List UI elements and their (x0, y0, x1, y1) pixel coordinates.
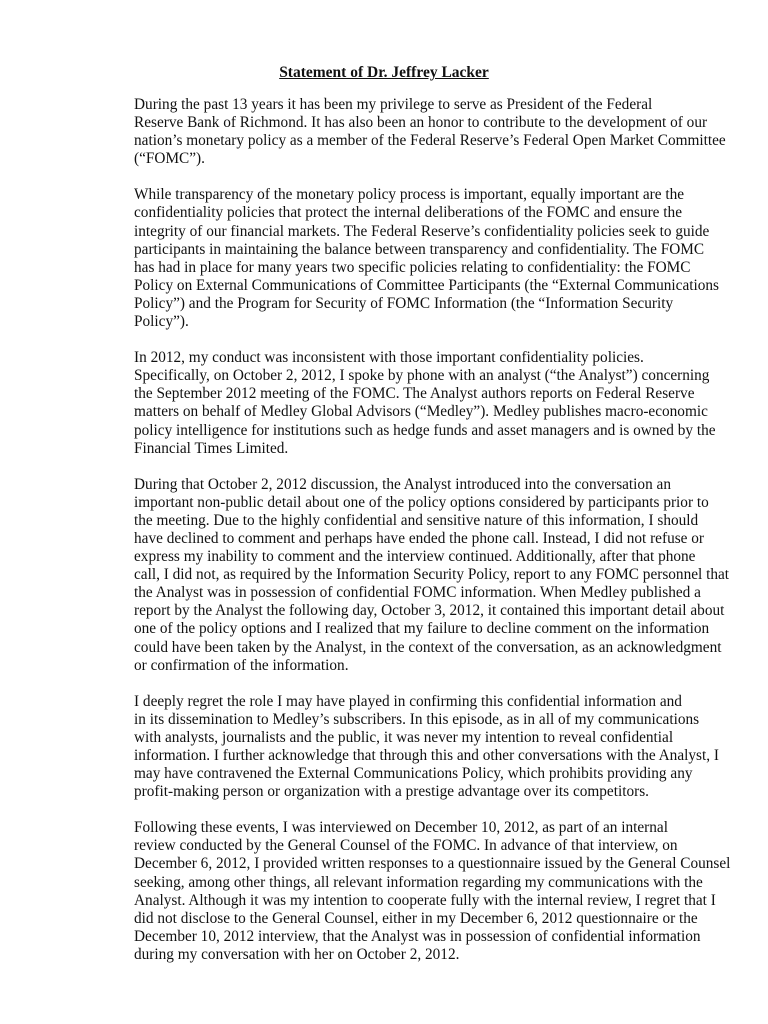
text-line: In 2012, my conduct was inconsistent with those important confidentiality policies. (134, 349, 644, 367)
text-line: I deeply regret the role I may have played in confirming this confidential information and (134, 692, 682, 710)
text-line: Specifically, on October 2, 2012, I spoke by phone with an analyst (“the Analyst”) concerning (134, 367, 710, 385)
text-line: seeking, among other things, all relevant information regarding my communications with the (134, 873, 703, 891)
text-line: matters on behalf of Medley Global Advisors (“Medley”). Medley publishes macro-economic (134, 403, 708, 421)
text-line: Reserve Bank of Richmond. It has also been an honor to contribute to the development of our (134, 114, 708, 132)
text-line: in its dissemination to Medley’s subscribers. In this episode, as in all of my communications (134, 710, 700, 728)
text-line: could have been taken by the Analyst, in the context of the conversation, as an acknowledgment (134, 638, 722, 656)
text-line: review conducted by the General Counsel of the FOMC. In advance of that interview, on (134, 837, 678, 855)
text-line: express my inability to comment and the interview continued. Additionally, after that phone (134, 548, 696, 566)
text-line: report by the Analyst the following day, October 3, 2012, it contained this important detail about (134, 602, 725, 620)
text-line: with analysts, journalists and the public, it was never my intention to reveal confidential (134, 728, 674, 746)
text-line: important non-public detail about one of the policy options considered by participants prior to (134, 493, 709, 511)
text-line: did not disclose to the General Counsel, either in my December 6, 2012 questionnaire or the (134, 909, 698, 927)
paragraph-4 (90, 475, 730, 675)
text-line: the September 2012 meeting of the FOMC. The Analyst authors reports on Federal Reserve (134, 385, 695, 403)
text-line: nation’s monetary policy as a member of the Federal Reserve’s Federal Open Market Committee (134, 132, 726, 150)
text-line: profit-making person or organization with a prestige advantage over its competitors. (134, 783, 649, 801)
text-line: information. I further acknowledge that through this and other conversations with the Analyst, I (134, 747, 719, 764)
text-line: Analyst. Although it was my intention to cooperate fully with the internal review, I regret that I (134, 891, 716, 909)
text-line: December 6, 2012, I provided written responses to a questionnaire issued by the General Counsel (134, 855, 731, 873)
text-line: Policy on External Communications of Committee Participants (the “External Communications (134, 276, 719, 294)
text-line: During that October 2, 2012 discussion, the Analyst introduced into the conversation an (134, 475, 671, 493)
text-line: policy intelligence for institutions such as hedge funds and asset managers and is owned by the (134, 421, 716, 439)
text-line: participants in maintaining the balance between transparency and confidentiality. The FOMC (134, 240, 705, 258)
text-line: December 10, 2012 interview, that the Analyst was in possession of confidential information (134, 927, 701, 945)
paragraph-2 (90, 186, 719, 331)
text-line: confidentiality policies that protect the internal deliberations of the FOMC and ensure the (134, 204, 682, 222)
paragraph-3 (90, 349, 716, 458)
document-title: Statement of Dr. Jeffrey Lacker (279, 64, 489, 81)
text-line: during my conversation with her on October 2, 2012. (134, 945, 460, 963)
text-line: While transparency of the monetary policy process is important, equally important are the (134, 186, 685, 204)
paragraph-6 (90, 819, 731, 964)
text-line: the Analyst was in possession of confidential FOMC information. When Medley published a (134, 584, 701, 602)
text-line: the meeting. Due to the highly confidential and sensitive nature of this information, I should (134, 511, 699, 529)
text-line: may have contravened the External Communications Policy, which prohibits providing any (134, 765, 693, 783)
text-line: has had in place for many years two specific policies relating to confidentiality: the FOMC (134, 258, 691, 276)
text-line: During the past 13 years it has been my privilege to serve as President of the Federal (134, 96, 653, 113)
paragraph-1 (90, 96, 726, 168)
text-line: have declined to comment and perhaps have ended the phone call. Instead, I did not refuse or (134, 529, 705, 547)
text-line: or confirmation of the information. (134, 656, 349, 674)
paragraph-5 (90, 692, 719, 802)
text-line: (“FOMC”). (134, 150, 205, 168)
text-line: call, I did not, as required by the Information Security Policy, report to any FOMC personnel that (134, 566, 730, 584)
text-line: Financial Times Limited. (134, 439, 289, 457)
text-line: Policy”). (134, 313, 189, 331)
text-line: one of the policy options and I realized that my failure to decline comment on the information (134, 620, 710, 638)
text-line: Policy”) and the Program for Security of FOMC Information (the “Information Security (134, 294, 674, 312)
text-line: integrity of our financial markets. The Federal Reserve’s confidentiality policies seek to guide (134, 222, 710, 240)
text-line: Following these events, I was interviewed on December 10, 2012, as part of an internal (134, 819, 668, 837)
